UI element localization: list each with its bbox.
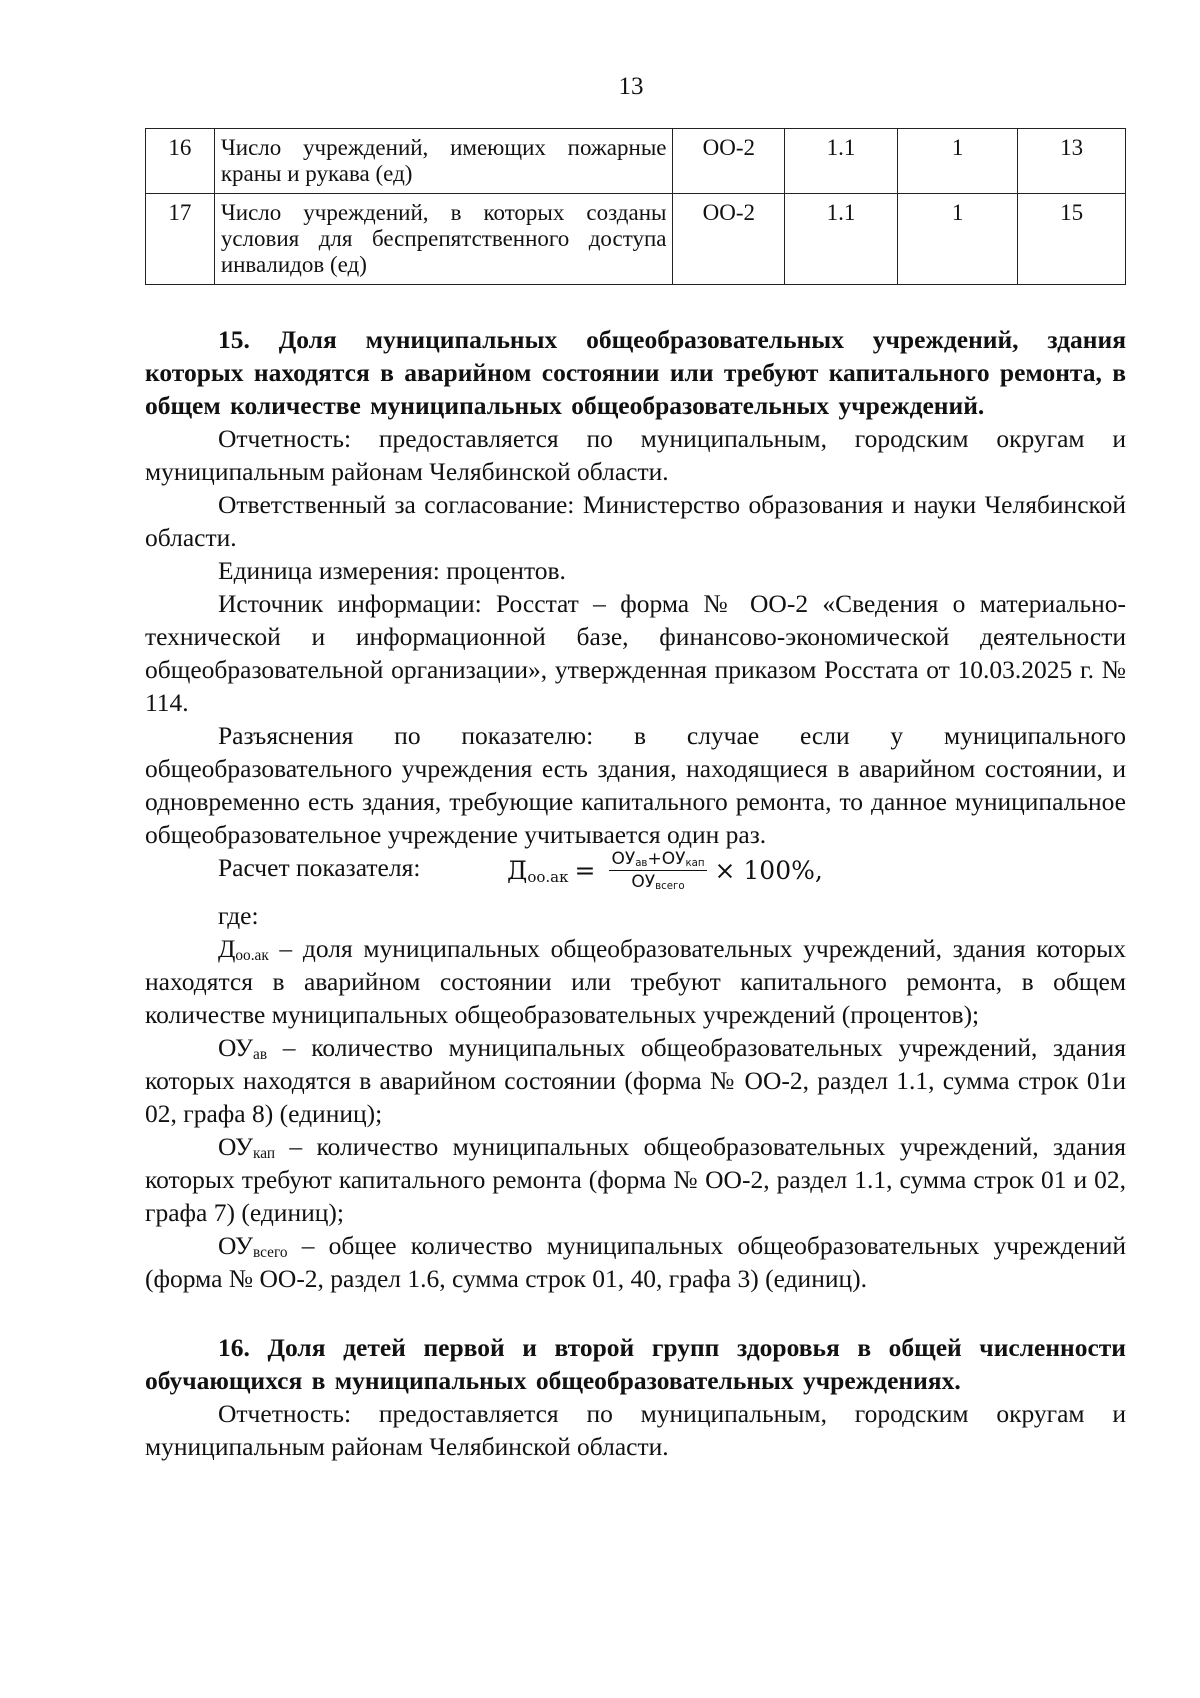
- document-body: [145, 323, 1126, 1463]
- formula-denominator: $ОУ_{всего}$: [631, 872, 685, 893]
- formula-fraction: [609, 849, 706, 892]
- calculation-label: Расчет показателя:: [218, 853, 421, 882]
- formula-lhs: $Д_{оо.ак}$: [507, 856, 569, 886]
- line-code: 13: [1018, 129, 1126, 194]
- formula-equals: =: [574, 856, 596, 885]
- section-15-unit: Единица измерения: процентов.: [218, 556, 566, 585]
- table-row: [146, 129, 1126, 194]
- formula: [507, 849, 823, 892]
- definition-d: $Д_{оо.ак}$ – доля муниципальных общеобразовательных учреждений, здания которых находятся в аварийном состоянии или требуют капитального ремонта, в общем количестве муниципальных общеобразовательных учреждений (процентов);: [145, 934, 1126, 1029]
- section-15-responsible: Ответственный за согласование: Министерство образования и науки Челябинской области.: [145, 490, 1126, 552]
- indicator-name: Число учреждений, имеющих пожарные краны и рукава (ед): [214, 129, 673, 194]
- where-label: где:: [218, 901, 259, 930]
- section-15-heading: 15. Доля муниципальных общеобразовательных учреждений, здания которых находятся в аварийном состоянии или требуют капитального ремонта, в общем количестве муниципальных общеобразовательных учреждений.: [145, 325, 1126, 420]
- column-code: 1: [897, 129, 1017, 194]
- indicator-name: Число учреждений, в которых созданы условия для беспрепятственного доступа инвалидов (ед): [214, 194, 673, 285]
- section-16-heading: 16. Доля детей первой и второй групп здоровья в общей численности обучающихся в муниципальных общеобразовательных учреждениях.: [145, 1333, 1126, 1395]
- section-15-reporting: Отчетность: предоставляется по муниципальным, городским округам и муниципальным районам Челябинской области.: [145, 424, 1126, 486]
- section-spacer: [145, 1295, 1126, 1331]
- form-code: ОО-2: [673, 194, 785, 285]
- section-15-explanation: Разъяснения по показателю: в случае если у муниципального общеобразовательного учреждения есть здания, находящиеся в аварийном состоянии, и одновременно есть здания, требующие капитального ремонта, то данное муниципальное общеобразовательное учреждение учитывается один раз.: [145, 721, 1126, 849]
- indicators-table: [145, 128, 1126, 285]
- form-code: ОО-2: [673, 129, 785, 194]
- section-15-source: Источник информации: Росстат – форма № ОО-2 «Сведения о материально-технической и информационной базе, финансово-экономической деятельности общеобразовательной организации», утвержденная приказом Росстата от 10.03.2025 г. № 114.: [145, 589, 1126, 717]
- definition-ou-total: $ОУ_{всего}$ – общее количество муниципальных общеобразовательных учреждений (форма № ОО-2, раздел 1.6, сумма строк 01, 40, графа 3) (единиц).: [145, 1231, 1126, 1293]
- definition-ou-av: $ОУ_{ав}$ – количество муниципальных общеобразовательных учреждений, здания которых находятся в аварийном состоянии (форма № ОО-2, раздел 1.1, сумма строк 01и 02, графа 8) (единиц);: [145, 1033, 1126, 1128]
- row-number: 17: [146, 194, 215, 285]
- section-code: 1.1: [785, 129, 898, 194]
- table-row: [146, 194, 1126, 285]
- section-code: 1.1: [785, 194, 898, 285]
- column-code: 1: [897, 194, 1017, 285]
- definition-ou-kap: $ОУ_{кап}$ – количество муниципальных общеобразовательных учреждений, здания которых требуют капитального ремонта (форма № ОО-2, раздел 1.1, сумма строк 01 и 02, графа 7) (единиц);: [145, 1132, 1126, 1227]
- formula-multiplier: × 100%,: [714, 856, 823, 885]
- formula-numerator: $ОУ_{ав}+ОУ_{кап}$: [611, 849, 705, 870]
- line-code: 15: [1018, 194, 1126, 285]
- row-number: 16: [146, 129, 215, 194]
- section-16-reporting: Отчетность: предоставляется по муниципальным, городским округам и муниципальным районам Челябинской области.: [145, 1399, 1126, 1461]
- page-number: 13: [618, 73, 644, 100]
- calculation-block: [145, 851, 1126, 899]
